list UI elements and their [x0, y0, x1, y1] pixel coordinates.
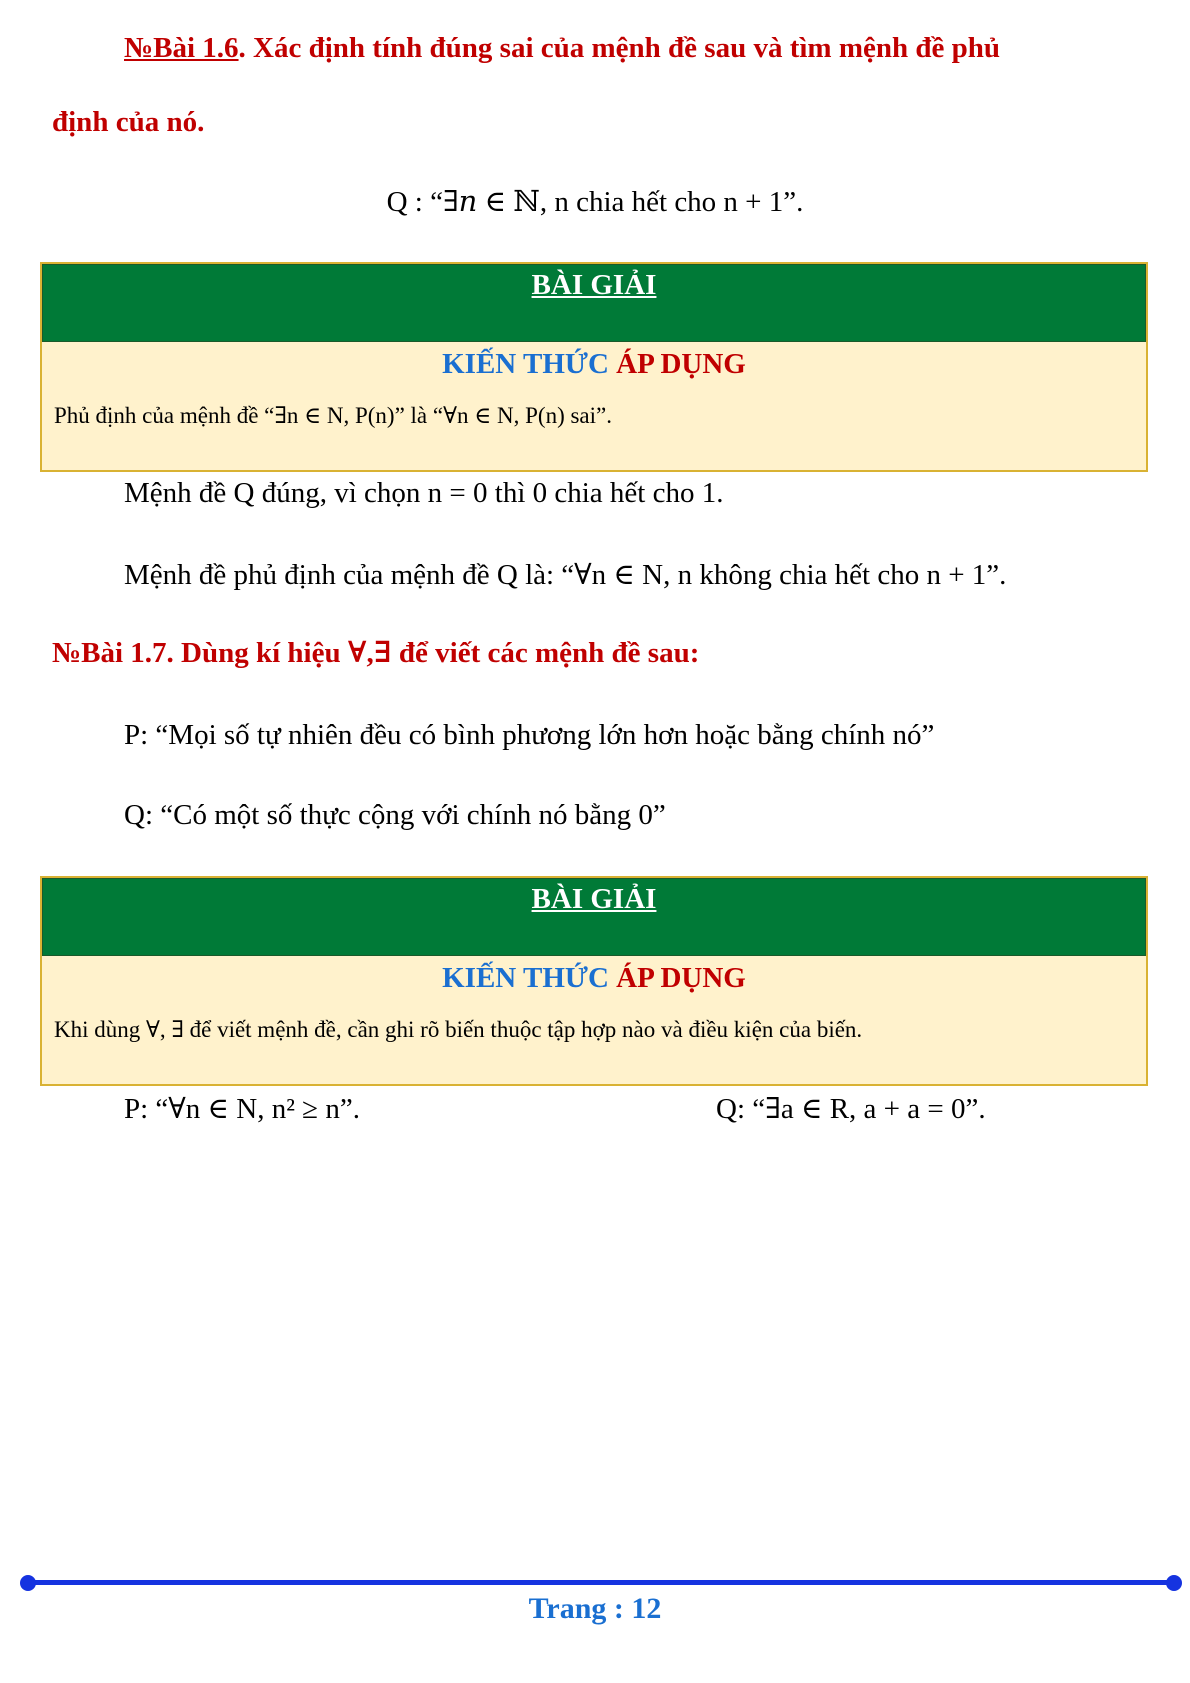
footer-rule: [28, 1580, 1174, 1585]
problem-1-7-statement-p: P: “Mọi số tự nhiên đều có bình phương lớn hơn hoặc bằng chính nó”: [124, 719, 935, 751]
solution-box-1-header-text: BÀI GIẢI: [531, 269, 657, 301]
solution-1-7-answer-p: P: “∀n ∈ N, n² ≥ n”.: [124, 1093, 360, 1125]
solution-box-2-subtitle: [42, 962, 1146, 995]
solution-box-2: [40, 876, 1148, 1086]
solution-box-2-header-text: BÀI GIẢI: [531, 883, 657, 915]
footer-rule-right-dot: [1166, 1575, 1182, 1591]
problem-1-6-statement: Q : “∃𝑛 ∈ ℕ, n chia hết cho n + 1”.: [386, 186, 804, 218]
page-number: Trang : 12: [528, 1592, 662, 1625]
problem-1-7-title: №Bài 1.7. Dùng kí hiệu ∀,∃ để viết các mệnh đề sau:: [52, 637, 700, 669]
solution-1-7-answer-q: Q: “∃a ∈ R, a + a = 0”.: [716, 1093, 986, 1125]
problem-1-6-title: [124, 32, 1190, 64]
problem-1-6-title-line2: định của nó.: [52, 106, 205, 138]
solution-1-6-line2: Mệnh đề phủ định của mệnh đề Q là: “∀n ∈ N, n không chia hết cho n + 1”.: [124, 559, 1007, 591]
solution-box-1: [40, 262, 1148, 472]
problem-1-6-title-text: . Xác định tính đúng sai của mệnh đề sau và tìm mệnh đề phủ: [238, 32, 1000, 64]
solution-box-1-header: [42, 264, 1146, 342]
problem-1-7-statement-q: Q: “Có một số thực cộng với chính nó bằng 0”: [124, 799, 666, 831]
problem-1-6-number: №Bài 1.6: [124, 32, 239, 64]
solution-box-1-note: Phủ định của mệnh đề “∃n ∈ N, P(n)” là “∀n ∈ N, P(n) sai”.: [54, 403, 612, 428]
solution-box-2-subtitle-red: ÁP DỤNG: [616, 962, 746, 994]
solution-box-1-subtitle: [42, 348, 1146, 381]
solution-box-1-subtitle-blue: KIẾN THỨC: [442, 348, 609, 380]
solution-box-1-subtitle-red: ÁP DỤNG: [616, 348, 746, 380]
footer-rule-left-dot: [20, 1575, 36, 1591]
solution-box-2-note: Khi dùng ∀, ∃ để viết mệnh đề, cần ghi rõ biến thuộc tập hợp nào và điều kiện của biến.: [54, 1017, 863, 1042]
solution-box-2-subtitle-blue: KIẾN THỨC: [442, 962, 609, 994]
solution-1-6-line1: Mệnh đề Q đúng, vì chọn n = 0 thì 0 chia hết cho 1.: [124, 477, 724, 509]
solution-box-2-header: [42, 878, 1146, 956]
